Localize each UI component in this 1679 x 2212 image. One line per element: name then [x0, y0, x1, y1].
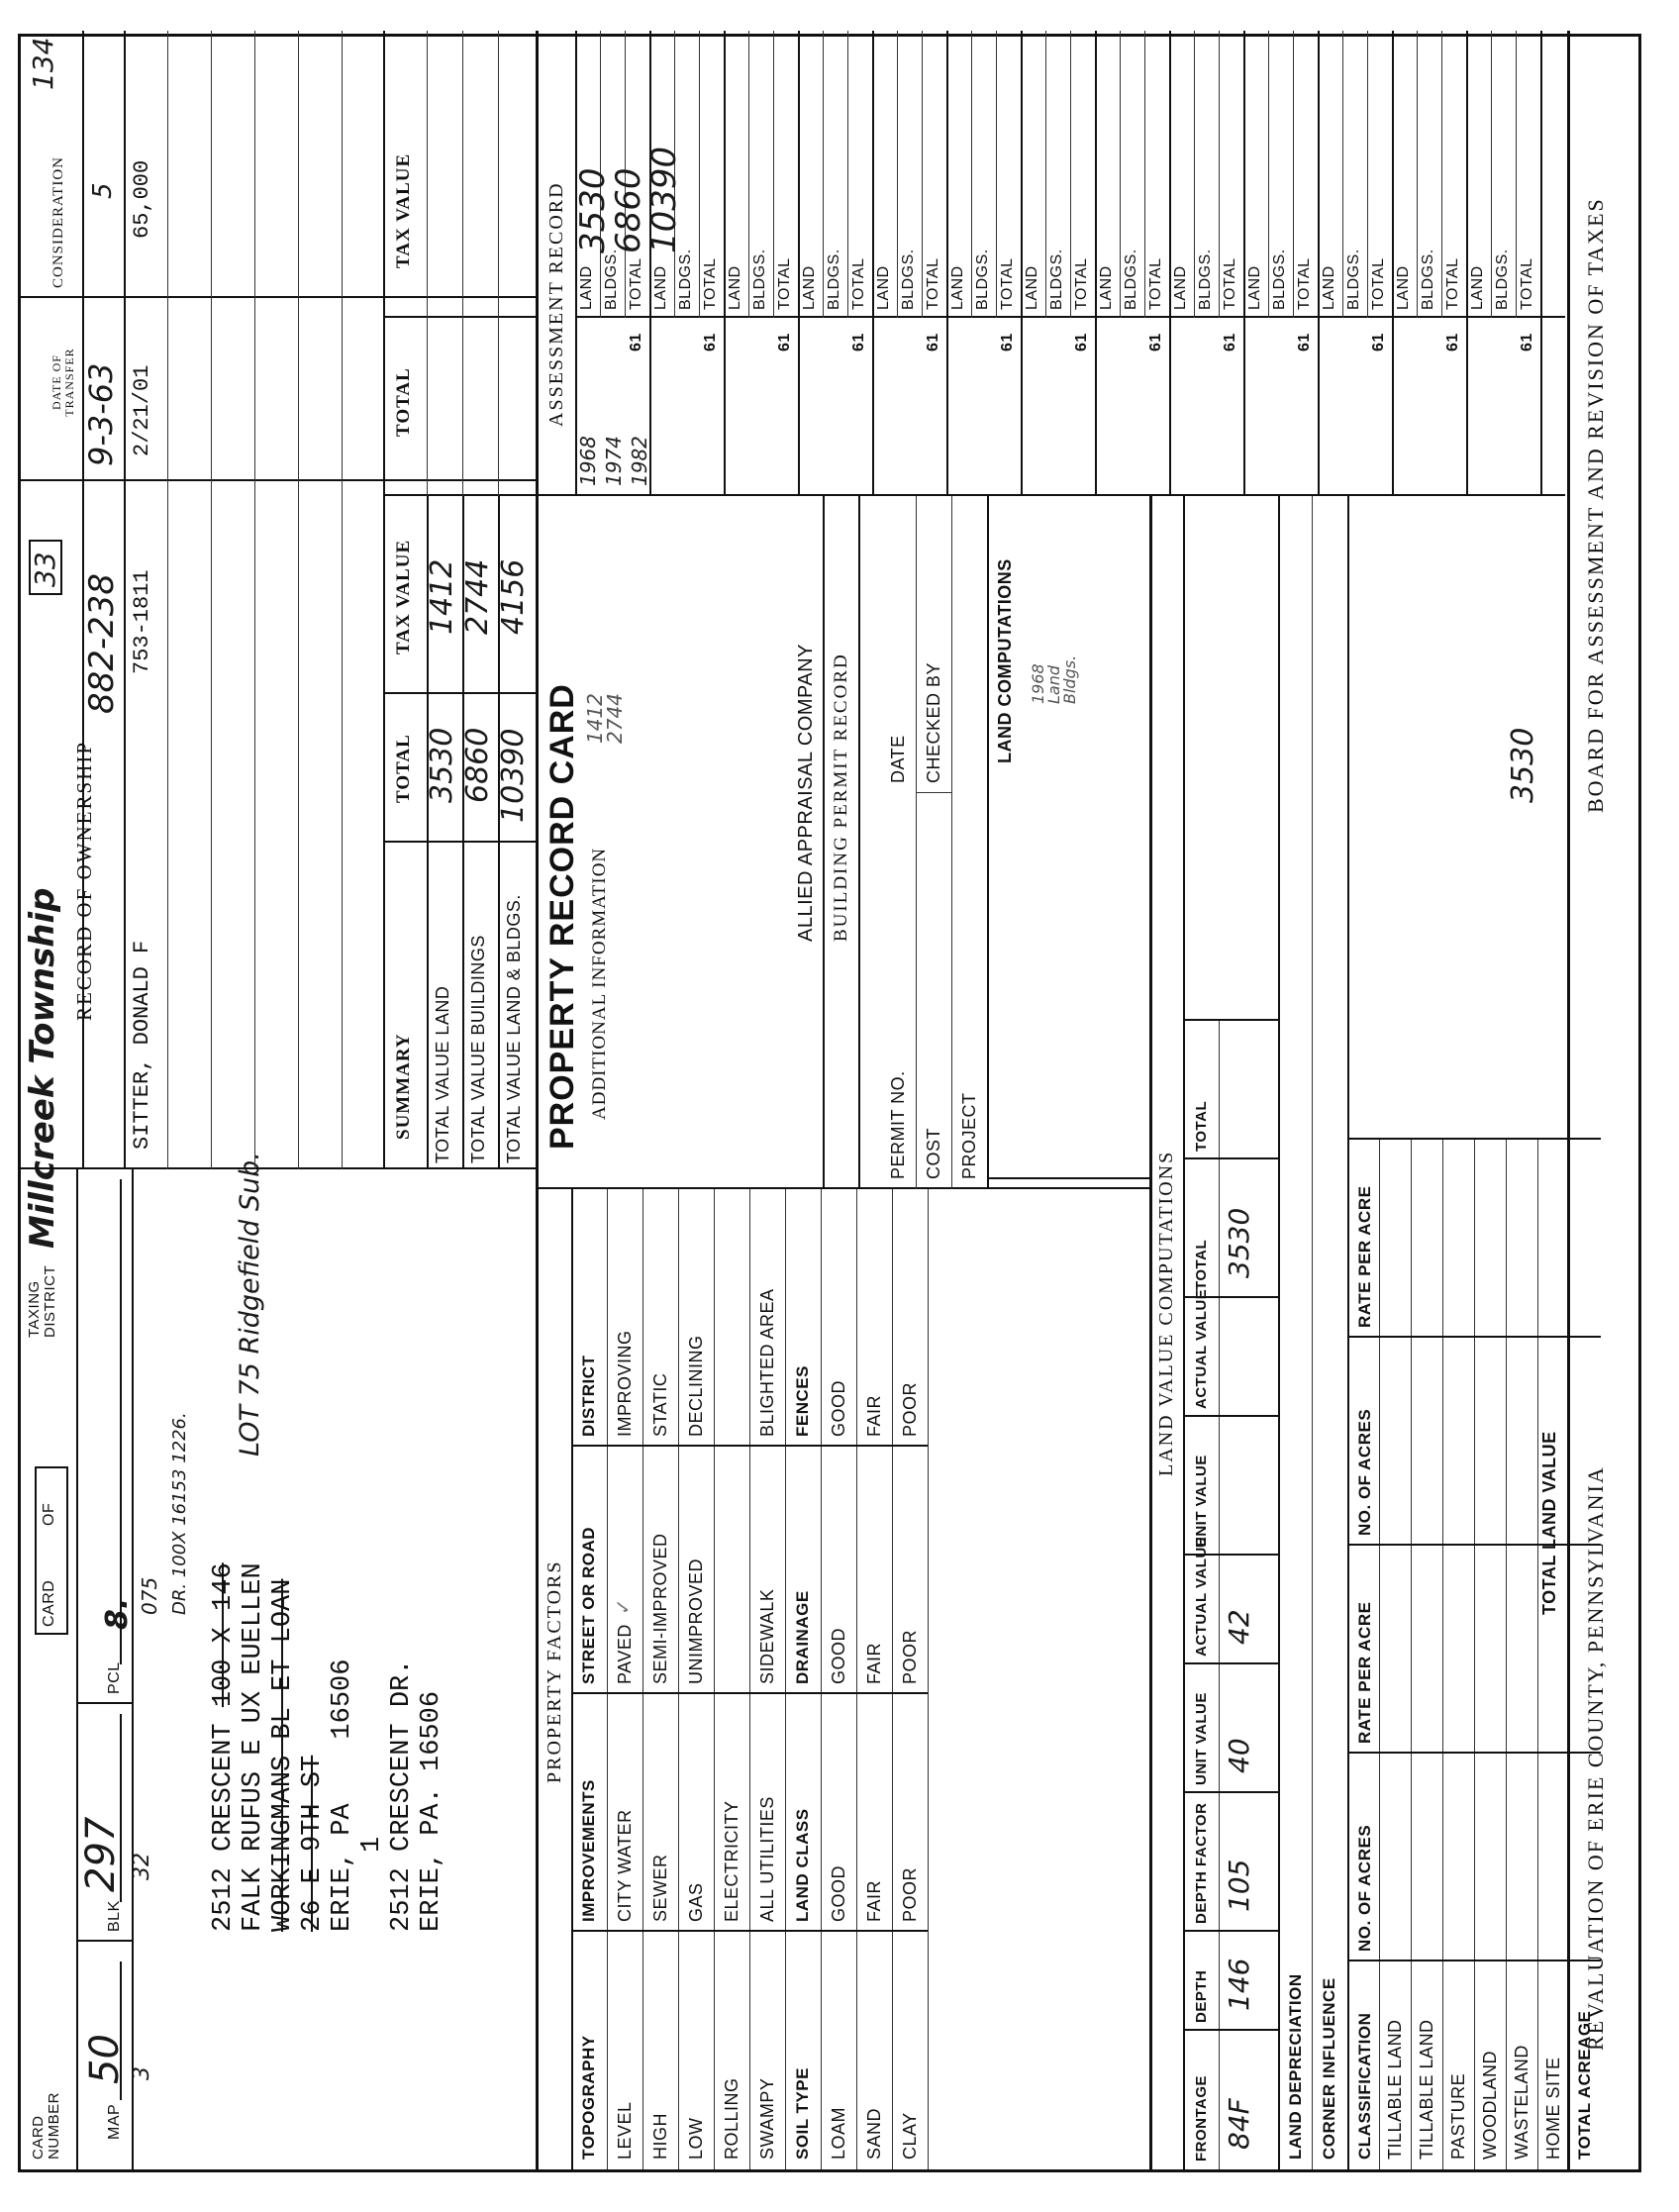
pf-sub-item-3-2: POOR — [900, 1381, 920, 1437]
assess-label-12-1: BLDGS. — [1494, 249, 1511, 310]
acre-head-4: RATE PER ACRE — [1355, 1185, 1374, 1328]
assess-label-5-0: LAND — [949, 265, 966, 310]
pf-item-3-1: STATIC — [650, 1372, 670, 1437]
pf-head-2: STREET OR ROAD — [579, 1526, 598, 1684]
pf-item-1-3: ELECTRICITY — [722, 1800, 741, 1922]
card-of-value: 8. — [100, 1597, 135, 1630]
assess-label-4-1: BLDGS. — [900, 249, 917, 310]
assess-label-11-1: BLDGS. — [1420, 249, 1436, 310]
transfer-date-1: 9-3-63 — [82, 362, 120, 466]
assess-label-6-0: LAND — [1024, 265, 1040, 310]
assess-label-8-0: LAND — [1172, 265, 1189, 310]
address-line-7: 2512 CRESCENT DR. — [387, 1659, 417, 1932]
permit-no-label: PERMIT NO. — [888, 1070, 908, 1179]
lv-head-7: TOTAL — [1193, 1239, 1210, 1290]
land-depreciation-label: LAND DEPRECIATION — [1286, 1973, 1305, 2160]
pf-item-0-2: LOW — [686, 2117, 706, 2160]
assess-label-1-2: TOTAL — [702, 257, 719, 310]
assess-label-10-1: BLDGS. — [1345, 249, 1362, 310]
lv-head-2: DEPTH FACTOR — [1193, 1802, 1210, 1924]
summary-tax-label: TAX VALUE — [393, 539, 414, 654]
summary-all-tax: 4156 — [496, 558, 531, 635]
permit-project-label: PROJECT — [959, 1092, 979, 1179]
assess-label-5-1: BLDGS. — [974, 249, 991, 310]
taxing-district-label: TAXING DISTRICT — [26, 1264, 58, 1338]
consideration-2: 65,000 — [130, 159, 154, 239]
pcl-value: 075 — [138, 1576, 161, 1615]
pf-item-1-4: ALL UTILITIES — [757, 1796, 777, 1922]
assess-label-0-2: TOTAL — [628, 257, 644, 310]
assess-label-7-1: BLDGS. — [1123, 249, 1139, 310]
pf-sub-item-1-2: POOR — [900, 1866, 920, 1922]
blk-label: BLK — [106, 1900, 123, 1932]
permit-date-label: DATE — [888, 735, 908, 783]
lv-val-7: 3530 — [1223, 1207, 1255, 1278]
land-computations-notes: 1968 Land Bldgs. — [1029, 654, 1079, 704]
acre-head-0: CLASSIFICATION — [1355, 2012, 1374, 2160]
acre-class-1: TILLABLE LAND — [1417, 2019, 1436, 2160]
summary-land-total: 3530 — [425, 727, 459, 803]
pf-sub-item-0-0: LOAM — [829, 2106, 848, 2160]
summary-row-land: TOTAL VALUE LAND — [433, 985, 452, 1163]
address-line-3: WORKINGMANS BL ET LOAN — [268, 1578, 298, 1932]
page-number: 134 — [27, 37, 59, 90]
lv-head-0: FRONTAGE — [1193, 2074, 1210, 2162]
lv-val-1: 146 — [1223, 1958, 1255, 2011]
card-label: CARD — [41, 1579, 57, 1627]
assess-label-12-0: LAND — [1469, 265, 1486, 310]
assess-year-10: 61 — [1370, 333, 1387, 352]
checked-by-label: CHECKED BY — [924, 661, 943, 783]
assess-label-9-1: BLDGS. — [1271, 249, 1288, 310]
assess-label-3-2: TOTAL — [850, 257, 867, 310]
pf-sub-item-2-1: FAIR — [864, 1642, 884, 1684]
pf-item-0-4: SWAMPY — [757, 2077, 777, 2160]
summary-row-total: TOTAL VALUE LAND & BLDGS. — [504, 894, 524, 1163]
deed-2: 753-1811 — [130, 569, 154, 674]
lv-head-3: UNIT VALUE — [1193, 1692, 1210, 1785]
assessment-year-notes: 1968 1974 1982 — [576, 436, 651, 486]
property-record-card-title: PROPERTY RECORD CARD — [543, 683, 581, 1150]
pf-item-3-4: BLIGHTED AREA — [757, 1288, 777, 1437]
assess-label-0-0: LAND — [578, 265, 595, 310]
card-number-label: CARD NUMBER — [30, 2091, 62, 2160]
map-sub: 3 — [130, 2066, 154, 2080]
pf-item-1-1: SEWER — [650, 1854, 670, 1922]
footer-right: BOARD FOR ASSESSMENT AND REVISION OF TAXES — [1583, 197, 1608, 813]
assess-year-4: 61 — [925, 333, 941, 352]
lv-val-2: 105 — [1223, 1859, 1255, 1912]
assess-year-0: 61 — [628, 333, 644, 352]
acre-class-0: TILLABLE LAND — [1385, 2019, 1405, 2160]
assess-year-11: 61 — [1444, 333, 1461, 352]
acre-class-4: WASTELAND — [1512, 2045, 1531, 2160]
pf-item-0-1: HIGH — [650, 2113, 670, 2160]
summary-row-bldgs: TOTAL VALUE BUILDINGS — [468, 935, 488, 1163]
assessment-title: ASSESSMENT RECORD — [545, 181, 567, 427]
dimensions-note: DR. 100X 16153 1226. — [169, 1412, 190, 1615]
assess-year-2: 61 — [776, 333, 793, 352]
owner-2: SITTER, DONALD F — [130, 940, 154, 1150]
pf-sub-item-3-1: FAIR — [864, 1394, 884, 1437]
assess-year-12: 61 — [1519, 333, 1535, 352]
assess-year-3: 61 — [850, 333, 867, 352]
pf-sub-head-3: FENCES — [793, 1365, 812, 1437]
address-block — [209, 1562, 446, 1932]
total-land-value-label: TOTAL LAND VALUE — [1539, 1431, 1559, 1615]
pcl-label: PCL — [106, 1661, 123, 1694]
date-of-transfer-label: DATE OF TRANSFER — [49, 348, 76, 417]
summary-land-tax: 1412 — [425, 558, 459, 635]
pf-item-0-3: ROLLING — [722, 2077, 741, 2160]
assess-year-9: 61 — [1296, 333, 1313, 352]
acre-head-3: NO. OF ACRES — [1355, 1408, 1374, 1536]
property-factors-title: PROPERTY FACTORS — [543, 1559, 565, 1783]
footer-left: REVALUATION OF ERIE COUNTY, PENNSYLVANIA — [1583, 1465, 1608, 2051]
land-value-title: LAND VALUE COMPUTATIONS — [1155, 1150, 1177, 1476]
pf-item-3-0: IMPROVING — [615, 1330, 635, 1437]
permit-cost-label: COST — [924, 1127, 943, 1179]
pf-item-2-0: PAVED — [615, 1624, 635, 1684]
pf-head-1: IMPROVEMENTS — [579, 1779, 598, 1922]
assess-label-12-2: TOTAL — [1519, 257, 1535, 310]
address-line-4: 26 E 9TH ST — [298, 1755, 328, 1932]
assess-label-9-2: TOTAL — [1296, 257, 1313, 310]
lot-note: LOT 75 Ridgefield Sub. — [235, 1152, 265, 1457]
assess-label-3-1: BLDGS. — [826, 249, 842, 310]
assessment-first-values: 3530 6860 10390 — [573, 146, 684, 253]
assess-label-8-1: BLDGS. — [1197, 249, 1214, 310]
corner-influence-label: CORNER INFLUENCE — [1320, 1977, 1338, 2160]
pf-sub-head-2: DRAINAGE — [793, 1590, 812, 1684]
address-line-8: ERIE, PA. 16506 — [417, 1690, 446, 1932]
assess-label-11-2: TOTAL — [1444, 257, 1461, 310]
assess-label-1-0: LAND — [652, 265, 669, 310]
pf-item-2-1: SEMI-IMPROVED — [650, 1533, 670, 1684]
property-record-card — [18, 34, 1641, 2172]
assess-year-5: 61 — [999, 333, 1016, 352]
blk-sub: 32 — [130, 1853, 154, 1880]
assess-label-6-1: BLDGS. — [1048, 249, 1065, 310]
pf-item-0-0: LEVEL — [615, 2101, 635, 2160]
lv-head-4: ACTUAL VALUE — [1193, 1536, 1210, 1657]
right-total-label: TOTAL — [393, 367, 414, 437]
paved-check: ✓ — [613, 1598, 635, 1615]
acre-class-5: HOME SITE — [1543, 2057, 1563, 2160]
acre-class-2: PASTURE — [1448, 2072, 1468, 2160]
land-computations-title: LAND COMPUTATIONS — [995, 558, 1015, 763]
summary-total-label: TOTAL — [393, 734, 414, 803]
address-line-6: 1 — [357, 1836, 387, 1853]
assess-label-11-0: LAND — [1395, 265, 1412, 310]
pf-item-1-0: CITY WATER — [615, 1809, 635, 1922]
assess-label-7-0: LAND — [1098, 265, 1115, 310]
pf-item-2-4: SIDEWALK — [757, 1588, 777, 1684]
assess-year-6: 61 — [1073, 333, 1090, 352]
consideration-1: 5 — [88, 182, 118, 199]
transfer-date-2: 2/21/01 — [130, 364, 154, 456]
assess-label-4-2: TOTAL — [925, 257, 941, 310]
ownership-title: RECORD OF OWNERSHIP — [72, 740, 96, 1021]
pf-sub-head-0: SOIL TYPE — [793, 2067, 812, 2160]
assess-label-0-1: BLDGS. — [603, 249, 620, 310]
acre-head-1: NO. OF ACRES — [1355, 1824, 1374, 1952]
assess-label-5-2: TOTAL — [999, 257, 1016, 310]
pf-sub-item-3-0: GOOD — [829, 1379, 848, 1437]
lv-head-1: DEPTH — [1193, 1969, 1210, 2023]
lv-head-6: ACTUAL VALUE — [1193, 1288, 1210, 1409]
right-tax-label: TAX VALUE — [393, 152, 414, 268]
address-line-1: 2512 CRESCENT 100 X 146 — [209, 1562, 239, 1932]
map-label: MAP — [106, 2103, 123, 2140]
taxing-district-value: Millcreek Township — [23, 887, 62, 1249]
assess-year-7: 61 — [1147, 333, 1164, 352]
assess-label-2-1: BLDGS. — [751, 249, 768, 310]
pf-head-0: TOPOGRAPHY — [579, 2035, 598, 2160]
assess-label-8-2: TOTAL — [1222, 257, 1238, 310]
assess-label-4-0: LAND — [875, 265, 892, 310]
of-label: OF — [41, 1502, 57, 1526]
lv-head-8: TOTAL — [1193, 1100, 1210, 1152]
box-number: 33 — [29, 552, 61, 587]
blk-value: 297 — [78, 1816, 124, 1892]
pf-sub-item-1-1: FAIR — [864, 1879, 884, 1922]
summary-title: SUMMARY — [393, 1033, 414, 1140]
lv-val-3: 40 — [1223, 1738, 1255, 1773]
assess-label-2-0: LAND — [727, 265, 743, 310]
pf-sub-item-2-0: GOOD — [829, 1627, 848, 1684]
summary-bldgs-total: 6860 — [460, 727, 495, 803]
additional-info-label: ADDITIONAL INFORMATION — [589, 847, 610, 1120]
lv-val-0: 84F — [1223, 2098, 1255, 2150]
pf-sub-item-0-2: CLAY — [900, 2112, 920, 2160]
assess-label-9-0: LAND — [1246, 265, 1263, 310]
consideration-label: CONSIDERATION — [50, 156, 66, 288]
acre-head-2: RATE PER ACRE — [1355, 1601, 1374, 1744]
total-land-value: 3530 — [1506, 727, 1540, 803]
assess-label-2-2: TOTAL — [776, 257, 793, 310]
address-line-2: FALK RUFUS E UX EUELLEN — [239, 1562, 268, 1932]
assess-year-8: 61 — [1222, 333, 1238, 352]
assess-label-3-0: LAND — [801, 265, 818, 310]
summary-all-total: 10390 — [496, 728, 531, 823]
assess-label-10-0: LAND — [1321, 265, 1337, 310]
address-line-5: ERIE, PA 16506 — [328, 1659, 357, 1932]
appraisal-company: ALLIED APPRAISAL COMPANY — [795, 644, 817, 942]
lv-val-4: 42 — [1223, 1609, 1255, 1645]
assess-label-10-2: TOTAL — [1370, 257, 1387, 310]
pf-sub-item-0-1: SAND — [864, 2107, 884, 2160]
additional-notes: 1412 2744 — [583, 693, 627, 744]
pf-item-1-2: GAS — [686, 1882, 706, 1922]
pf-item-3-2: DECLINING — [686, 1335, 706, 1437]
summary-bldgs-tax: 2744 — [460, 558, 495, 635]
pf-item-2-2: UNIMPROVED — [686, 1558, 706, 1684]
assess-label-7-2: TOTAL — [1147, 257, 1164, 310]
assess-year-1: 61 — [702, 333, 719, 352]
deed-1: 882-238 — [82, 572, 122, 714]
building-permit-title: BUILDING PERMIT RECORD — [831, 653, 851, 942]
pf-head-3: DISTRICT — [579, 1355, 598, 1437]
assess-label-6-2: TOTAL — [1073, 257, 1090, 310]
assess-label-1-1: BLDGS. — [677, 249, 694, 310]
total-acreage-label: TOTAL ACREAGE — [1575, 2010, 1594, 2160]
pf-sub-head-1: LAND CLASS — [793, 1808, 812, 1922]
lv-head-5: UNIT VALUE — [1193, 1455, 1210, 1548]
pf-sub-item-1-0: GOOD — [829, 1864, 848, 1922]
pf-sub-item-2-2: POOR — [900, 1629, 920, 1684]
acre-class-3: WOODLAND — [1480, 2050, 1500, 2160]
map-value: 50 — [82, 2034, 128, 2084]
